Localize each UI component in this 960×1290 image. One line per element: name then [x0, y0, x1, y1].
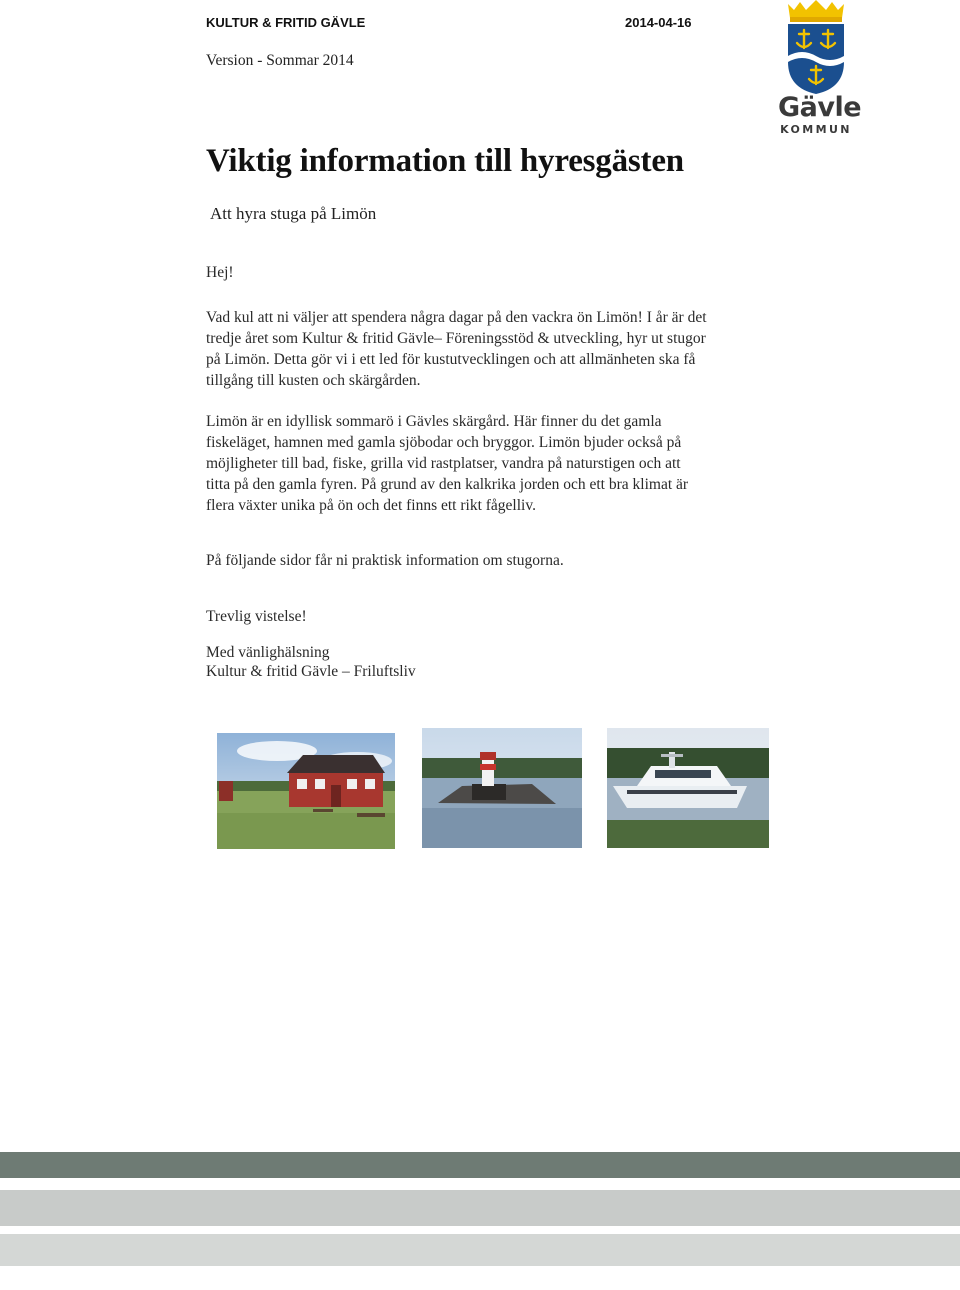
cottage-photo [217, 733, 395, 849]
footer-stripe-gap [0, 1226, 960, 1234]
document-version: Version - Sommar 2014 [206, 52, 354, 69]
greeting: Hej! [206, 264, 234, 281]
paragraph-limon [206, 411, 806, 516]
paragraph-info: På följande sidor får ni praktisk information om stugorna. [206, 552, 564, 569]
footer-stripe-dark [0, 1152, 960, 1178]
logo-sub: KOMMUN [780, 123, 852, 136]
footer-stripe-gap [0, 1178, 960, 1190]
boat-photo [607, 728, 769, 848]
paragraph-line: Vad kul att ni väljer att spendera några dagar på den vackra ön Limön! I år är det [206, 309, 707, 326]
document-date: 2014-04-16 [625, 15, 692, 30]
paragraph-intro [206, 307, 806, 391]
closing-wish: Trevlig vistelse! [206, 608, 307, 625]
paragraph-line: tillgång till kusten och skärgården. [206, 372, 421, 389]
footer-stripe-lighter [0, 1234, 960, 1266]
footer-stripe-light [0, 1190, 960, 1226]
lighthouse-photo [422, 728, 582, 848]
paragraph-line: fiskeläget, hamnen med gamla sjöbodar och bryggor. Limön bjuder också på [206, 434, 682, 451]
logo-name: Gävle [778, 92, 862, 123]
coat-of-arms-icon [778, 0, 854, 96]
gavle-kommun-logo [778, 0, 862, 140]
paragraph-line: möjligheter till bad, fiske, grilla vid rastplatser, vandra på naturstigen och att [206, 455, 681, 472]
paragraph-line: på Limön. Detta gör vi i ett led för kustutvecklingen och att allmänheten ska få [206, 351, 696, 368]
closing-signature: Kultur & fritid Gävle – Friluftsliv [206, 663, 416, 680]
closing-greeting: Med vänlighälsning [206, 644, 330, 661]
paragraph-line: tredje året som Kultur & fritid Gävle– Föreningsstöd & utveckling, hyr ut stugor [206, 330, 706, 347]
paragraph-line: Limön är en idyllisk sommarö i Gävles skärgård. Här finner du det gamla [206, 413, 662, 430]
page-subtitle: Att hyra stuga på Limön [210, 204, 377, 223]
paragraph-line: flera växter unika på ön och det finns ett rikt fågelliv. [206, 497, 536, 514]
organization-name: KULTUR & FRITID GÄVLE [206, 15, 366, 30]
paragraph-line: titta på den gamla fyren. På grund av den kalkrika jorden och ett bra klimat är [206, 476, 689, 493]
page-title: Viktig information till hyresgästen [206, 143, 684, 179]
